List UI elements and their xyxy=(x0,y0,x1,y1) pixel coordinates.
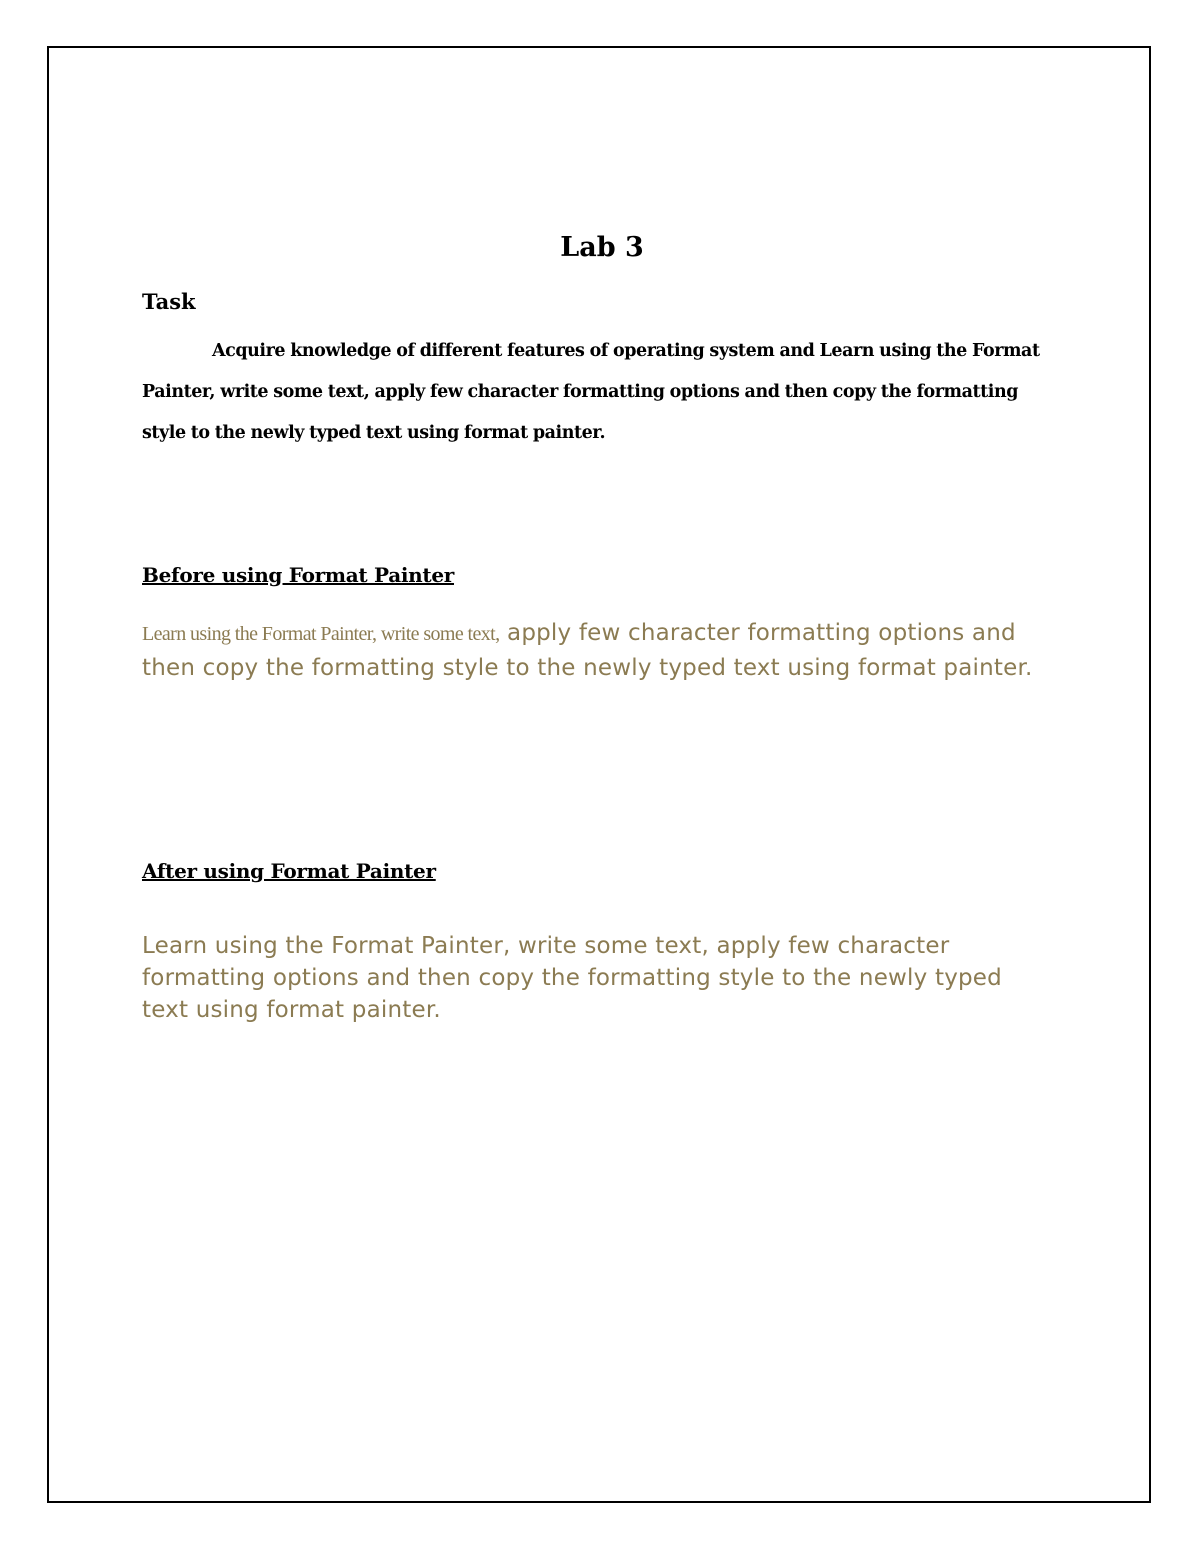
after-format-painter-text: Learn using the Format Painter, write some text, apply few character formatting options and then copy the formatting style to the newly typed text using format painter. xyxy=(142,933,1002,1023)
task-description: Acquire knowledge of different features of operating system and Learn using the Format Painter, write some text, apply few character formatting options and then copy the formatting style to the newly typed text using format painter. xyxy=(142,341,1040,443)
before-format-painter-heading: Before using Format Painter xyxy=(142,563,454,587)
before-text-sans-run: apply few character formatting options and then copy the formatting style to the newly typed text using format painter. xyxy=(142,620,1033,681)
before-text-serif-run: Learn using the Format Painter, write some text, xyxy=(142,623,500,645)
after-format-painter-heading: After using Format Painter xyxy=(142,859,436,883)
before-format-painter-text xyxy=(142,617,1062,687)
task-label: Task xyxy=(142,289,196,314)
document-title: Lab 3 xyxy=(560,232,644,263)
